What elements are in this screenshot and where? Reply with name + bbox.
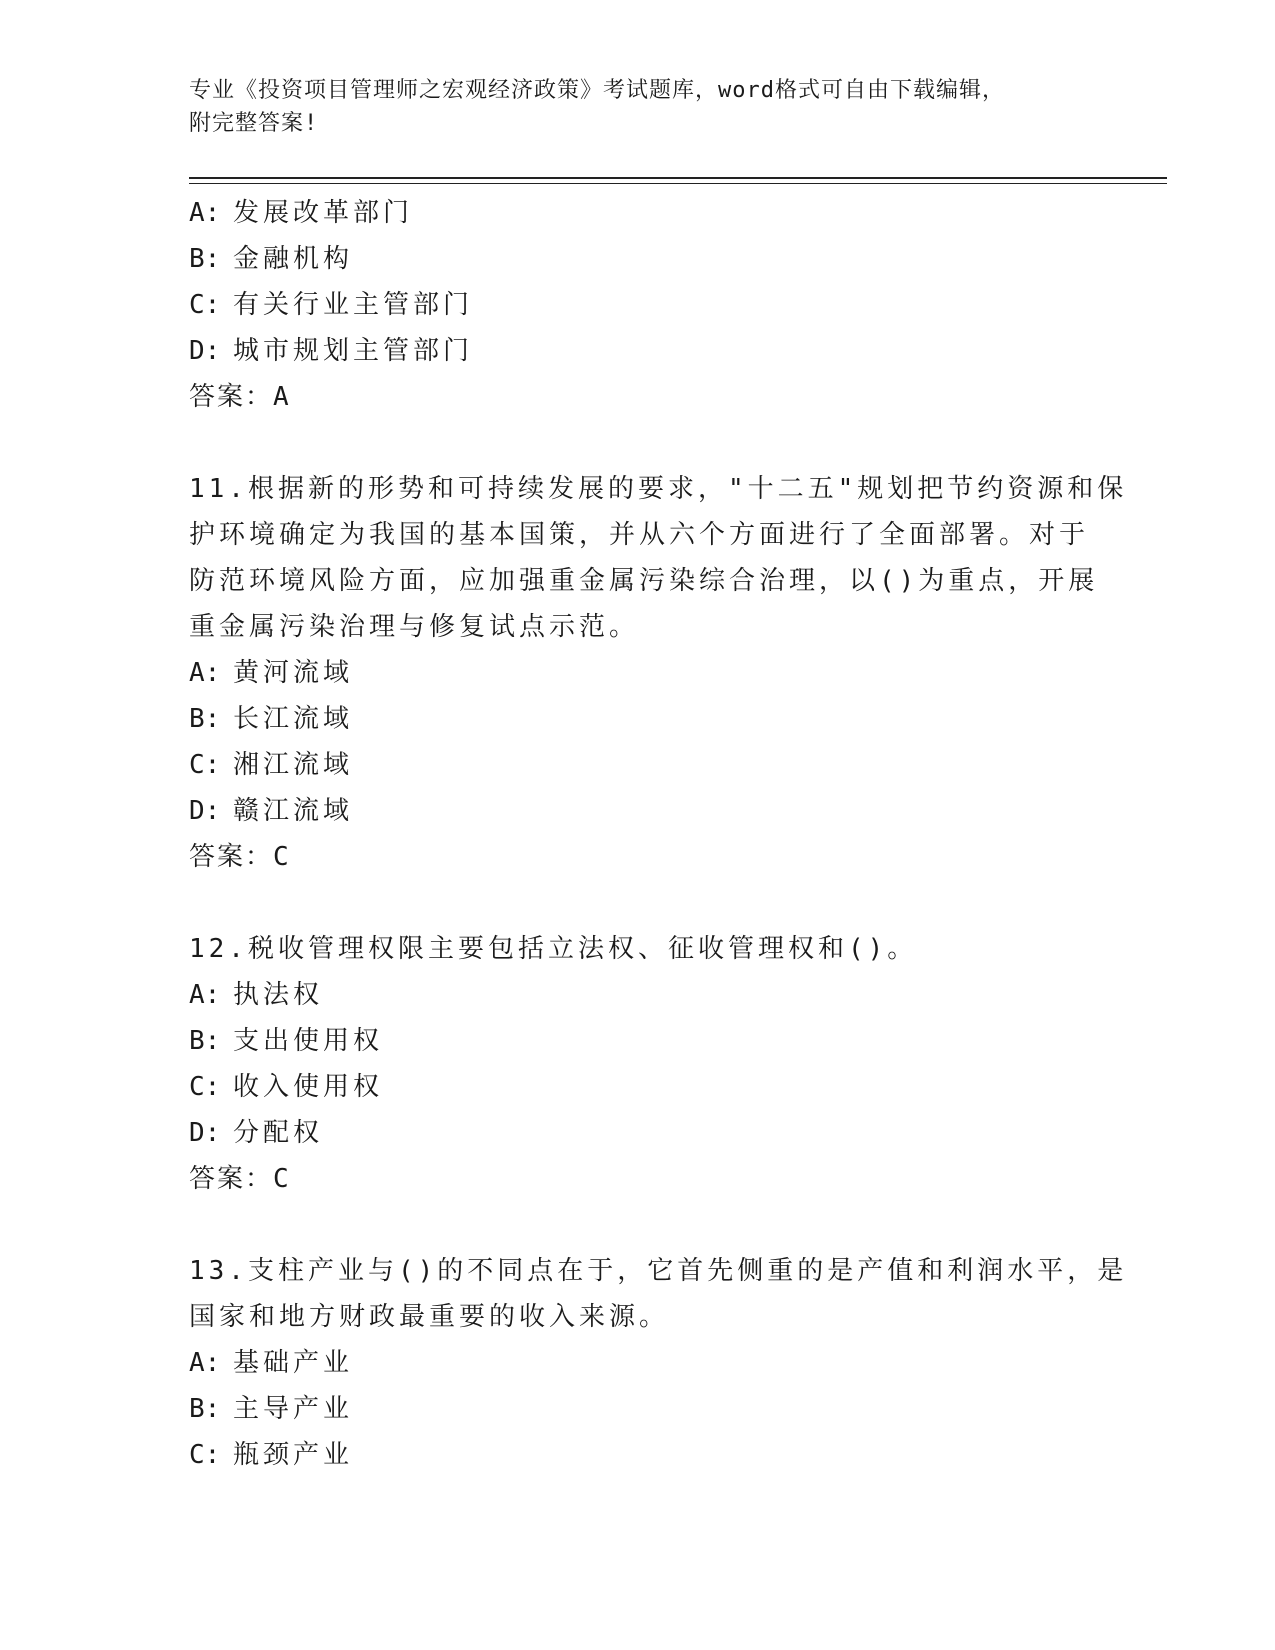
page-header	[189, 74, 1089, 140]
option-b	[189, 696, 1089, 742]
answer-line: 答案：C	[189, 1164, 291, 1194]
option-key: B:	[189, 704, 221, 734]
question-text-line: 国家和地方财政最重要的收入来源。	[189, 1302, 670, 1332]
question-text-line: 13.支柱产业与()的不同点在于，它首先侧重的是产值和利润水平，是	[189, 1256, 1128, 1286]
option-key: A:	[189, 1348, 221, 1378]
option-b	[189, 236, 1089, 282]
option-text: 基础产业	[233, 1348, 354, 1378]
option-text: 金融机构	[233, 244, 354, 274]
option-c	[189, 282, 1089, 328]
option-text: 主导产业	[233, 1394, 354, 1424]
option-key: B:	[189, 244, 221, 274]
option-text: 瓶颈产业	[233, 1440, 354, 1470]
option-key: B:	[189, 1026, 221, 1056]
option-text: 支出使用权	[233, 1026, 384, 1056]
spacer	[189, 420, 1089, 466]
option-c	[189, 1432, 1089, 1478]
question-11	[189, 466, 1128, 880]
option-b	[189, 1386, 1089, 1432]
option-key: A:	[189, 980, 221, 1010]
option-c	[189, 742, 1089, 788]
answer-line: 答案：C	[189, 842, 291, 872]
option-a	[189, 650, 1089, 696]
option-text: 长江流域	[233, 704, 354, 734]
question-text-line: 12.税收管理权限主要包括立法权、征收管理权和()。	[189, 934, 918, 964]
question-text-line: 护环境确定为我国的基本国策，并从六个方面进行了全面部署。对于	[189, 520, 1090, 550]
header-line-2: 附完整答案!	[189, 111, 319, 136]
option-d	[189, 1110, 1089, 1156]
question-12	[189, 926, 1089, 1202]
header-divider-thick	[189, 177, 1167, 179]
question-text-line: 重金属污染治理与修复试点示范。	[189, 612, 640, 642]
option-a	[189, 190, 1089, 236]
question-text-line: 11.根据新的形势和可持续发展的要求，"十二五"规划把节约资源和保	[189, 474, 1128, 504]
option-key: B:	[189, 1394, 221, 1424]
option-c	[189, 1064, 1089, 1110]
spacer	[189, 880, 1089, 926]
question-13	[189, 1248, 1128, 1478]
option-a	[189, 1340, 1089, 1386]
header-line-1: 专业《投资项目管理师之宏观经济政策》考试题库，word格式可自由下载编辑，	[189, 78, 1005, 103]
option-text: 收入使用权	[233, 1072, 384, 1102]
option-key: A:	[189, 658, 221, 688]
option-key: C:	[189, 1440, 221, 1470]
option-text: 有关行业主管部门	[233, 290, 474, 320]
option-text: 湘江流域	[233, 750, 354, 780]
spacer	[189, 1202, 1089, 1248]
option-text: 赣江流域	[233, 796, 354, 826]
option-key: C:	[189, 750, 221, 780]
answer-line: 答案：A	[189, 382, 291, 412]
question-text-line: 防范环境风险方面，应加强重金属污染综合治理，以()为重点，开展	[189, 566, 1099, 596]
option-a	[189, 972, 1089, 1018]
option-key: C:	[189, 1072, 221, 1102]
option-key: D:	[189, 336, 221, 366]
option-d	[189, 788, 1089, 834]
option-key: C:	[189, 290, 221, 320]
option-text: 黄河流域	[233, 658, 354, 688]
option-text: 执法权	[233, 980, 324, 1010]
option-key: D:	[189, 796, 221, 826]
header-divider-thin	[189, 183, 1167, 184]
option-text: 发展改革部门	[233, 198, 414, 228]
option-key: A:	[189, 198, 221, 228]
option-d	[189, 328, 1089, 374]
option-text: 城市规划主管部门	[233, 336, 474, 366]
question-list	[189, 190, 1128, 1478]
option-b	[189, 1018, 1089, 1064]
option-text: 分配权	[233, 1118, 324, 1148]
option-key: D:	[189, 1118, 221, 1148]
question-10	[189, 190, 1089, 420]
